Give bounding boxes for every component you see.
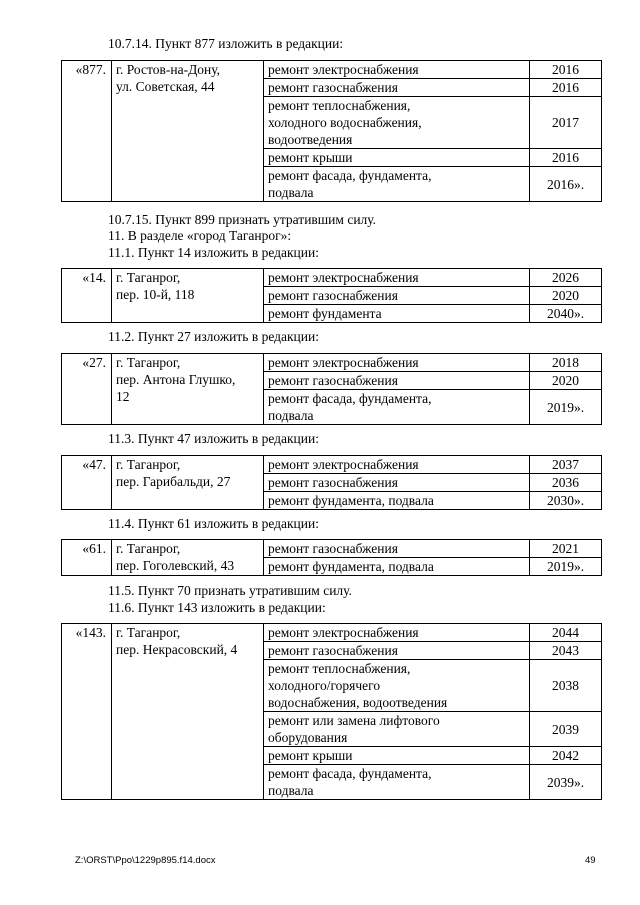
work-type-line: ремонт фасада, фундамента, <box>268 391 432 406</box>
year-cell: 2026 <box>530 269 602 287</box>
address-line: г. Таганрог, <box>116 625 181 640</box>
year-cell: 2020 <box>530 372 602 390</box>
paragraph-11-2: 11.2. Пункт 27 изложить в редакции: <box>108 329 319 344</box>
work-type-line: ремонт газоснабжения <box>268 541 398 556</box>
year-cell: 2040». <box>530 305 602 323</box>
paragraph-10-7-15: 10.7.15. Пункт 899 признать утратившим силу. <box>108 212 377 227</box>
address-line: г. Ростов-на-Дону, <box>116 62 221 77</box>
work-type-cell <box>264 747 530 765</box>
year-cell: 2019». <box>530 558 602 576</box>
work-type-line: ремонт газоснабжения <box>268 373 398 388</box>
year-cell: 2039». <box>530 765 602 800</box>
work-type-line: ремонт газоснабжения <box>268 288 398 303</box>
address-line: пер. Гоголевский, 43 <box>116 558 235 573</box>
address-line: г. Таганрог, <box>116 541 181 556</box>
year-cell: 2016 <box>530 61 602 79</box>
work-type-line: ремонт газоснабжения <box>268 643 398 658</box>
work-type-cell <box>264 97 530 149</box>
work-type-line: подвала <box>268 185 314 200</box>
work-type-cell <box>264 372 530 390</box>
address-cell <box>112 61 264 202</box>
address-line: г. Таганрог, <box>116 355 181 370</box>
address-cell <box>112 540 264 576</box>
work-type-line: ремонт электроснабжения <box>268 355 419 370</box>
table-row <box>62 624 602 642</box>
year-cell: 2016». <box>530 167 602 202</box>
table-row <box>62 61 602 79</box>
work-type-line: подвала <box>268 783 314 798</box>
address-line: пер. Гарибальди, 27 <box>116 474 231 489</box>
year-cell: 2019». <box>530 390 602 425</box>
paragraph-11-5: 11.5. Пункт 70 признать утратившим силу. <box>108 583 352 598</box>
table-row <box>62 354 602 372</box>
table-row <box>62 456 602 474</box>
table-item-61 <box>61 539 602 576</box>
table-item-877 <box>61 60 602 202</box>
year-cell: 2043 <box>530 642 602 660</box>
table-item-47 <box>61 455 602 510</box>
year-cell: 2017 <box>530 97 602 149</box>
table-item-14 <box>61 268 602 323</box>
work-type-line: оборудования <box>268 730 348 745</box>
work-type-cell <box>264 149 530 167</box>
work-type-line: ремонт электроснабжения <box>268 62 419 77</box>
year-cell: 2030». <box>530 492 602 510</box>
work-type-line: водоснабжения, водоотведения <box>268 695 448 710</box>
address-cell <box>112 354 264 425</box>
table-row <box>62 540 602 558</box>
work-type-cell <box>264 624 530 642</box>
address-cell <box>112 456 264 510</box>
work-type-cell <box>264 305 530 323</box>
work-type-line: ремонт фасада, фундамента, <box>268 766 432 781</box>
work-type-cell <box>264 287 530 305</box>
year-cell: 2036 <box>530 474 602 492</box>
address-cell <box>112 624 264 800</box>
work-type-cell <box>264 474 530 492</box>
work-type-line: ремонт фундамента, подвала <box>268 559 434 574</box>
address-cell <box>112 269 264 323</box>
work-type-cell <box>264 558 530 576</box>
work-type-line: ремонт электроснабжения <box>268 457 419 472</box>
paragraph-11-6: 11.6. Пункт 143 изложить в редакции: <box>108 600 326 615</box>
work-type-line: холодного/горячего <box>268 678 381 693</box>
work-type-line: ремонт теплоснабжения, <box>268 98 411 113</box>
year-cell: 2042 <box>530 747 602 765</box>
work-type-line: ремонт крыши <box>268 748 353 763</box>
year-cell: 2038 <box>530 660 602 712</box>
address-line: г. Таганрог, <box>116 270 181 285</box>
table-row <box>62 269 602 287</box>
paragraph-10-7-14: 10.7.14. Пункт 877 изложить в редакции: <box>108 36 344 51</box>
table-item-143 <box>61 623 602 800</box>
work-type-line: ремонт электроснабжения <box>268 625 419 640</box>
address-line: пер. Антона Глушко, <box>116 372 236 387</box>
footer-page-number: 49 <box>585 855 596 866</box>
work-type-cell <box>264 390 530 425</box>
address-line: ул. Советская, 44 <box>116 79 215 94</box>
work-type-cell <box>264 269 530 287</box>
work-type-cell <box>264 79 530 97</box>
work-type-line: ремонт или замена лифтового <box>268 713 440 728</box>
work-type-cell <box>264 354 530 372</box>
year-cell: 2037 <box>530 456 602 474</box>
work-type-cell <box>264 492 530 510</box>
paragraph-11: 11. В разделе «город Таганрог»: <box>108 228 292 243</box>
address-line: г. Таганрог, <box>116 457 181 472</box>
item-number: «27. <box>62 354 112 425</box>
work-type-cell <box>264 167 530 202</box>
year-cell: 2021 <box>530 540 602 558</box>
paragraph-11-3: 11.3. Пункт 47 изложить в редакции: <box>108 431 319 446</box>
work-type-line: водоотведения <box>268 132 353 147</box>
work-type-cell <box>264 642 530 660</box>
item-number: «877. <box>62 61 112 202</box>
address-line: 12 <box>116 389 130 404</box>
paragraph-11-4: 11.4. Пункт 61 изложить в редакции: <box>108 516 319 531</box>
work-type-cell <box>264 61 530 79</box>
work-type-cell <box>264 540 530 558</box>
work-type-line: ремонт электроснабжения <box>268 270 419 285</box>
work-type-line: ремонт фундамента <box>268 306 382 321</box>
work-type-line: ремонт теплоснабжения, <box>268 661 411 676</box>
work-type-line: ремонт газоснабжения <box>268 80 398 95</box>
work-type-cell <box>264 660 530 712</box>
work-type-line: холодного водоснабжения, <box>268 115 422 130</box>
year-cell: 2044 <box>530 624 602 642</box>
item-number: «61. <box>62 540 112 576</box>
address-line: пер. 10-й, 118 <box>116 287 195 302</box>
work-type-line: ремонт газоснабжения <box>268 475 398 490</box>
year-cell: 2016 <box>530 79 602 97</box>
address-line: пер. Некрасовский, 4 <box>116 642 238 657</box>
work-type-line: ремонт фундамента, подвала <box>268 493 434 508</box>
table-item-27 <box>61 353 602 425</box>
item-number: «143. <box>62 624 112 800</box>
year-cell: 2018 <box>530 354 602 372</box>
year-cell: 2039 <box>530 712 602 747</box>
work-type-line: ремонт крыши <box>268 150 353 165</box>
year-cell: 2020 <box>530 287 602 305</box>
year-cell: 2016 <box>530 149 602 167</box>
item-number: «14. <box>62 269 112 323</box>
work-type-line: подвала <box>268 408 314 423</box>
paragraph-11-1: 11.1. Пункт 14 изложить в редакции: <box>108 245 319 260</box>
work-type-cell <box>264 765 530 800</box>
footer-file-path: Z:\ORST\Ppo\1229p895.f14.docx <box>75 855 216 866</box>
work-type-cell <box>264 456 530 474</box>
work-type-line: ремонт фасада, фундамента, <box>268 168 432 183</box>
work-type-cell <box>264 712 530 747</box>
item-number: «47. <box>62 456 112 510</box>
